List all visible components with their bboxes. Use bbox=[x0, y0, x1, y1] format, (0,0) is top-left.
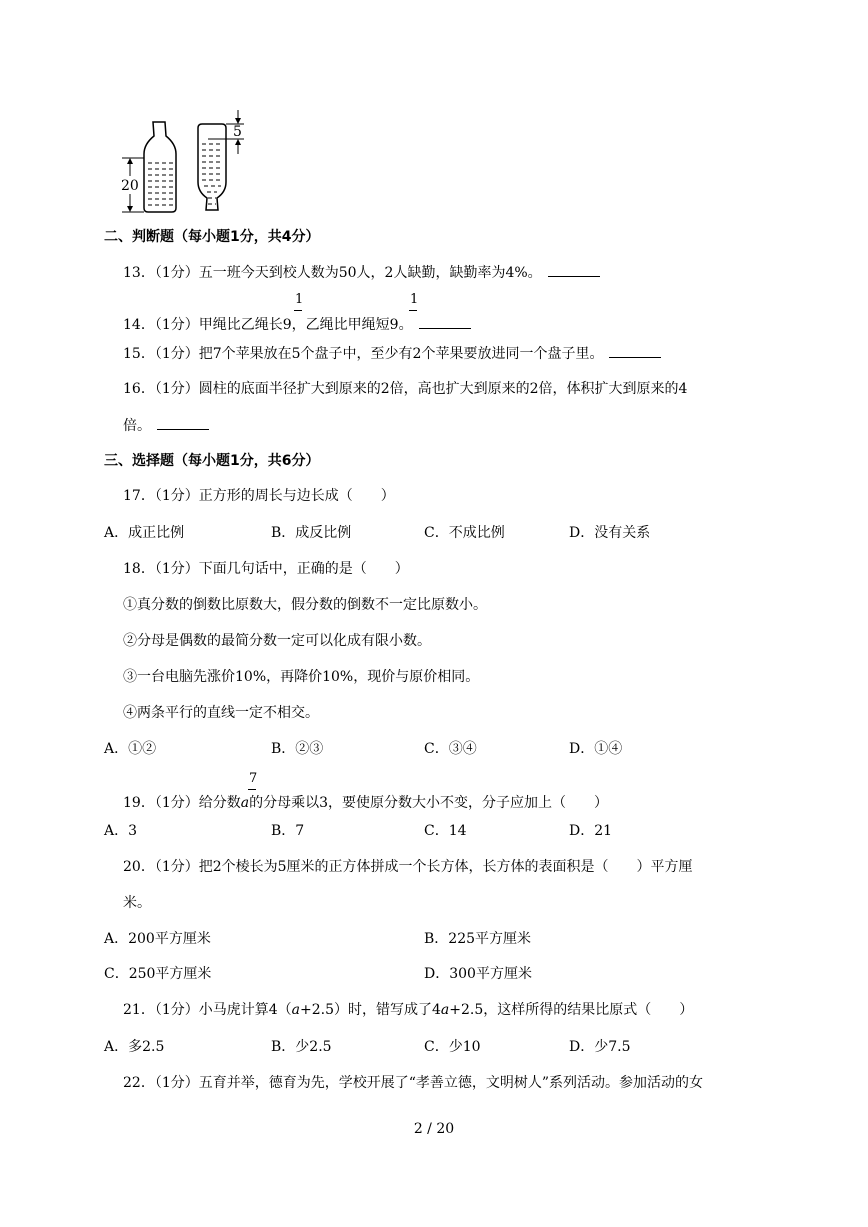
left-height-label: 20 bbox=[121, 178, 139, 194]
q18-statement-1: ①真分数的倒数比原数大，假分数的倒数不一定比原数小。 bbox=[123, 597, 487, 613]
question-13 bbox=[123, 262, 600, 283]
q14-part3: 。 bbox=[398, 317, 413, 333]
q19-part1: 19．（1分）给分数 bbox=[123, 795, 241, 811]
q14-numerator-2: 1 bbox=[410, 292, 419, 307]
q21-option-b[interactable]: B．少2.5 bbox=[271, 1039, 332, 1055]
q18-option-a[interactable]: A．①② bbox=[104, 741, 157, 757]
q22-text: 22．（1分）五育并举，德育为先，学校开展了“孝善立德，文明树人”系列活动。参加活动的女 bbox=[123, 1075, 704, 1091]
q21-part2: +2.5）时，错写成了4 bbox=[300, 1002, 441, 1018]
q19-option-c[interactable]: C．14 bbox=[424, 823, 467, 839]
q21-part3: +2.5，这样所得的结果比原式（ ） bbox=[449, 1002, 694, 1018]
q18-statement-3: ③一台电脑先涨价10%，再降价10%，现价与原价相同。 bbox=[123, 669, 480, 685]
question-16-line2 bbox=[123, 415, 209, 436]
q14-fraction-bar-2 bbox=[409, 310, 417, 311]
right-gap-label: 5 bbox=[233, 124, 242, 140]
q19-part2: 的分母乘以3，要使原分数大小不变，分子应加上（ ） bbox=[249, 795, 608, 811]
q14-denominator-2: 9 bbox=[389, 317, 399, 333]
q16-line1: 16．（1分）圆柱的底面半径扩大到原来的2倍，高也扩大到原来的2倍，体积扩大到原来的4 bbox=[123, 381, 688, 397]
section2-title: 二、判断题（每小题1分，共4分） bbox=[104, 229, 320, 245]
bottles-figure bbox=[118, 106, 258, 216]
q17-option-b[interactable]: B．成反比例 bbox=[271, 525, 352, 541]
q20-option-a[interactable]: A．200平方厘米 bbox=[104, 931, 211, 947]
q21-option-d[interactable]: D．少7.5 bbox=[569, 1039, 631, 1055]
q20-option-c[interactable]: C．250平方厘米 bbox=[104, 966, 212, 982]
q21-part1: 21．（1分）小马虎计算4（ bbox=[123, 1002, 292, 1018]
q18-text: 18．（1分）下面几句话中，正确的是（ ） bbox=[123, 561, 409, 577]
q21-var1: a bbox=[291, 1002, 300, 1018]
q20-option-b[interactable]: B．225平方厘米 bbox=[424, 931, 532, 947]
q18-option-d[interactable]: D．①④ bbox=[569, 741, 623, 757]
q17-option-a[interactable]: A．成正比例 bbox=[104, 525, 185, 541]
q21-option-a[interactable]: A．多2.5 bbox=[104, 1039, 165, 1055]
q20-option-d[interactable]: D．300平方厘米 bbox=[424, 966, 532, 982]
q17-text: 17．（1分）正方形的周长与边长成（ ） bbox=[123, 488, 395, 504]
q18-statement-2: ②分母是偶数的最简分数一定可以化成有限小数。 bbox=[123, 633, 431, 649]
q17-option-c[interactable]: C．不成比例 bbox=[424, 525, 505, 541]
q19-numerator: 7 bbox=[249, 771, 258, 786]
question-19 bbox=[123, 793, 608, 813]
q15-answer-blank[interactable] bbox=[609, 343, 661, 358]
q21-var2: a bbox=[440, 1002, 450, 1018]
q13-answer-blank[interactable] bbox=[548, 262, 600, 277]
q18-option-b[interactable]: B．②③ bbox=[271, 741, 324, 757]
q21-option-c[interactable]: C．少10 bbox=[424, 1039, 481, 1055]
q19-option-a[interactable]: A．3 bbox=[104, 823, 138, 839]
section3-title: 三、选择题（每小题1分，共6分） bbox=[104, 453, 320, 469]
q19-fraction-bar bbox=[248, 789, 256, 790]
q15-text: 15．（1分）把7个苹果放在5个盘子中，至少有2个苹果要放进同一个盘子里。 bbox=[123, 346, 604, 362]
q14-answer-blank[interactable] bbox=[419, 314, 471, 329]
inverted-bottle bbox=[198, 124, 226, 210]
q20-line1: 20．（1分）把2个棱长为5厘米的正方体拼成一个长方体，长方体的表面积是（ ）平方厘 bbox=[123, 859, 693, 875]
q19-denominator: a bbox=[240, 795, 250, 811]
q20-line2: 米。 bbox=[123, 895, 151, 911]
question-14 bbox=[123, 314, 471, 335]
q14-denominator-1: 9 bbox=[282, 317, 292, 333]
q14-fraction-bar-1 bbox=[294, 310, 302, 311]
q14-part1: 14．（1分）甲绳比乙绳长 bbox=[123, 317, 283, 333]
q16-answer-blank[interactable] bbox=[157, 415, 209, 430]
q16-line2: 倍。 bbox=[123, 418, 151, 434]
page-number: 2 / 20 bbox=[413, 1121, 455, 1137]
q18-option-c[interactable]: C．③④ bbox=[424, 741, 477, 757]
question-15 bbox=[123, 343, 661, 364]
q19-option-d[interactable]: D．21 bbox=[569, 823, 613, 839]
q14-part2: ，乙绳比甲绳短 bbox=[291, 317, 390, 333]
q19-option-b[interactable]: B．7 bbox=[271, 823, 305, 839]
q14-numerator-1: 1 bbox=[295, 292, 304, 307]
q13-text: 13．（1分）五一班今天到校人数为50人，2人缺勤，缺勤率为4%。 bbox=[123, 265, 542, 281]
q18-statement-4: ④两条平行的直线一定不相交。 bbox=[123, 705, 319, 721]
q17-option-d[interactable]: D．没有关系 bbox=[569, 525, 651, 541]
question-21 bbox=[123, 1000, 693, 1020]
